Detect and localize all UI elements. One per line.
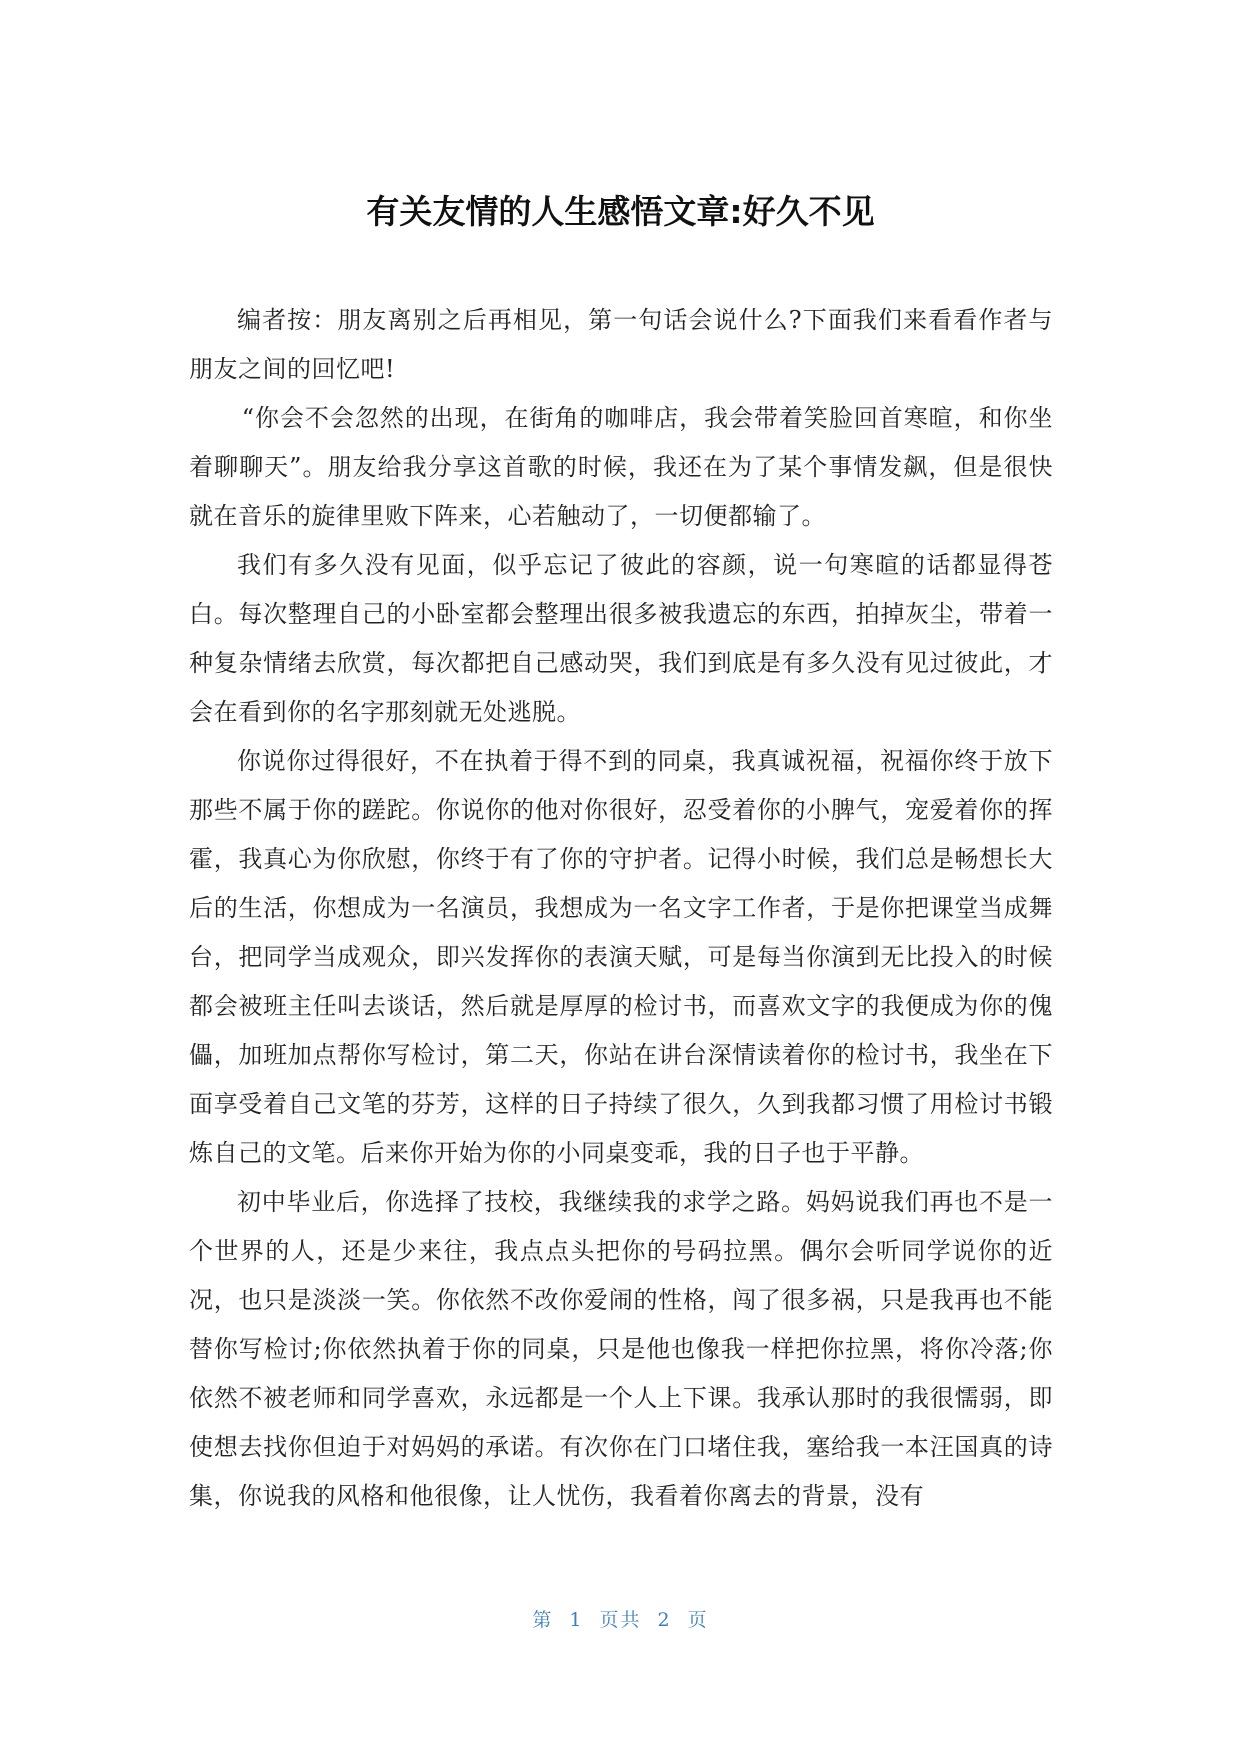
paragraph-how-long: 我们有多久没有见面，似乎忘记了彼此的容颜，说一句寒暄的话都显得苍白。每次整理自己的小卧室都会整理出很多被我遗忘的东西，拍掉灰尘，带着一种复杂情绪去欣赏，每次都把自己感动哭，我们到底是有多久没有见过彼此，才会在看到你的名字那刻就无处逃脱。: [189, 551, 1053, 726]
paragraph-editor-note: 编者按：朋友离别之后再相见，第一句话会说什么?下面我们来看看作者与朋友之间的回忆吧!: [189, 306, 1053, 383]
footer-current-page: 1: [569, 1609, 584, 1631]
page-footer: [0, 1605, 1241, 1632]
paragraph-song-quote: “你会不会忽然的出现，在街角的咖啡店，我会带着笑脸回首寒暄，和你坐着聊聊天”。朋友给我分享这首歌的时候，我还在为了某个事情发飙，但是很快就在音乐的旋律里败下阵来，心若触动了，一切便都输了。: [189, 404, 1053, 530]
footer-suffix: 页: [687, 1609, 709, 1631]
footer-prefix: 第: [532, 1609, 554, 1631]
document-body: [189, 296, 1053, 1521]
footer-total-pages: 2: [657, 1609, 672, 1631]
footer-middle: 页共: [599, 1609, 642, 1631]
document-title: 有关友情的人生感悟文章:好久不见: [366, 192, 875, 231]
paragraph-childhood: 你说你过得很好，不在执着于得不到的同桌，我真诚祝福，祝福你终于放下那些不属于你的蹉跎。你说你的他对你很好，忍受着你的小脾气，宠爱着你的挥霍，我真心为你欣慰，你终于有了你的守护者。记得小时候，我们总是畅想长大后的生活，你想成为一名演员，我想成为一名文字工作者，于是你把课堂当成舞台，把同学当成观众，即兴发挥你的表演天赋，可是每当你演到无比投入的时候都会被班主任叫去谈话，然后就是厚厚的检讨书，而喜欢文字的我便成为你的傀儡，加班加点帮你写检讨，第二天，你站在讲台深情读着你的检讨书，我坐在下面享受着自己文笔的芬芳，这样的日子持续了很久，久到我都习惯了用检讨书锻炼自己的文笔。后来你开始为你的小同桌变乖，我的日子也于平静。: [189, 747, 1053, 1167]
paragraph-after-graduation: 初中毕业后，你选择了技校，我继续我的求学之路。妈妈说我们再也不是一个世界的人，还是少来往，我点点头把你的号码拉黑。偶尔会听同学说你的近况，也只是淡淡一笑。你依然不改你爱闹的性格，闯了很多祸，只是我再也不能替你写检讨;你依然执着于你的同桌，只是他也像我一样把你拉黑，将你冷落;你依然不被老师和同学喜欢，永远都是一个人上下课。我承认那时的我很懦弱，即使想去找你但迫于对妈妈的承诺。有次你在门口堵住我，塞给我一本汪国真的诗集，你说我的风格和他很像，让人忧伤，我看着你离去的背景，没有: [189, 1188, 1053, 1510]
